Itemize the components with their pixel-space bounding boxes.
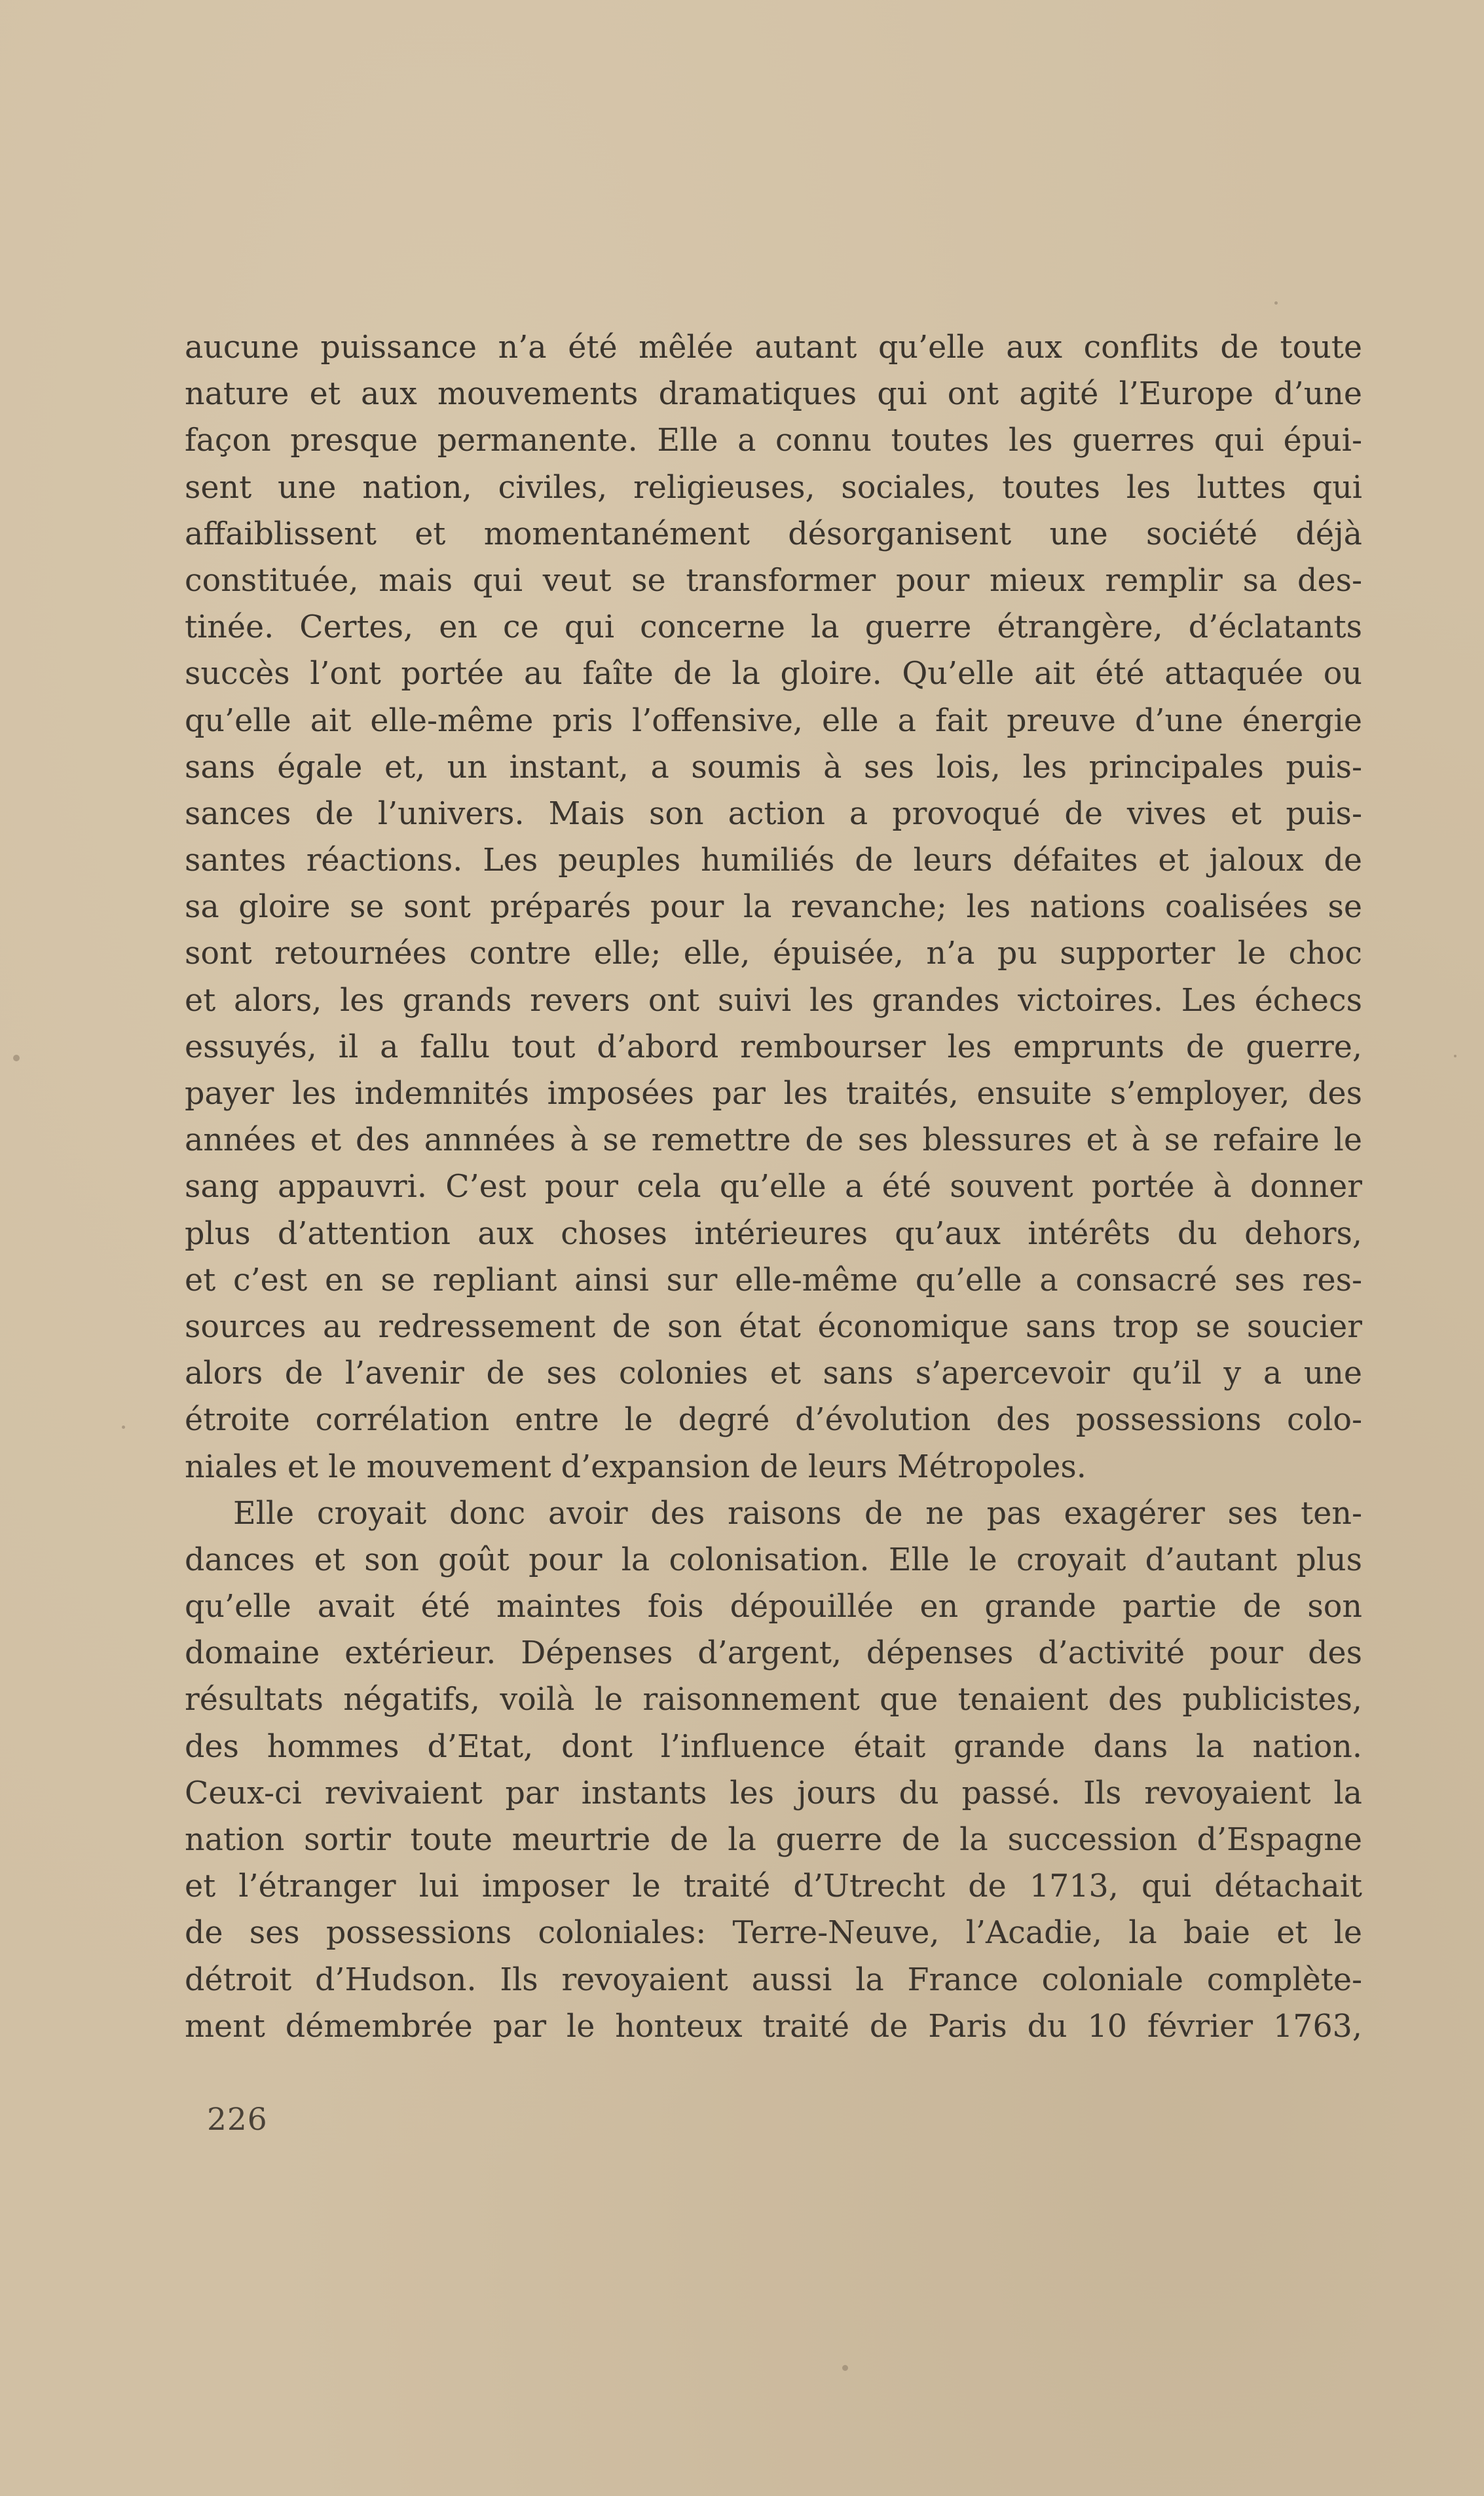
text-line: santes réactions. Les peuples humiliés de leurs défaites et jaloux de	[185, 842, 1362, 879]
text-line: alors de l’avenir de ses colonies et sans s’apercevoir qu’il y a une	[185, 1355, 1362, 1392]
text-line: sont retournées contre elle; elle, épuisée, n’a pu supporter le choc	[185, 936, 1362, 972]
text-line: qu’elle ait elle-même pris l’offensive, elle a fait preuve d’une énergie	[185, 702, 1362, 739]
text-line: et alors, les grands revers ont suivi les grandes victoires. Les échecs	[185, 982, 1362, 1019]
text-line: affaiblissent et momentanément désorganisent une société déjà	[185, 516, 1362, 552]
text-line: détroit d’Hudson. Ils revoyaient aussi la France coloniale complète-	[185, 1961, 1362, 1998]
text-line: essuyés, il a fallu tout d’abord rembourser les emprunts de guerre,	[185, 1029, 1362, 1065]
page-number: 226	[207, 2102, 268, 2138]
paper-speck	[1274, 301, 1278, 305]
text-line: sent une nation, civiles, religieuses, sociales, toutes les luttes qui	[185, 469, 1362, 506]
text-line: nature et aux mouvements dramatiques qui ont agité l’Europe d’une	[185, 376, 1362, 413]
text-line: ment démembrée par le honteux traité de Paris du 10 février 1763,	[185, 2008, 1362, 2045]
text-line: façon presque permanente. Elle a connu toutes les guerres qui épui-	[185, 423, 1362, 459]
text-line: dances et son goût pour la colonisation. Elle le croyait d’autant plus	[185, 1541, 1362, 1578]
text-line: de ses possessions coloniales: Terre-Neuve, l’Acadie, la baie et le	[185, 1915, 1362, 1952]
text-line: et c’est en se repliant ainsi sur elle-même qu’elle a consacré ses res-	[185, 1262, 1362, 1298]
text-line: aucune puissance n’a été mêlée autant qu’elle aux conflits de toute	[185, 330, 1362, 366]
text-line: succès l’ont portée au faîte de la gloire. Qu’elle ait été attaquée ou	[185, 656, 1362, 692]
text-line: sa gloire se sont préparés pour la revanche; les nations coalisées se	[185, 889, 1362, 926]
text-line: qu’elle avait été maintes fois dépouillée en grande partie de son	[185, 1589, 1362, 1625]
text-line: tinée. Certes, en ce qui concerne la guerre étrangère, d’éclatants	[185, 609, 1362, 646]
text-line: nation sortir toute meurtrie de la guerre de la succession d’Espagne	[185, 1822, 1362, 1858]
text-line: sources au redressement de son état économique sans trop se soucier	[185, 1308, 1362, 1345]
text-line: résultats négatifs, voilà le raisonnement que tenaient des publicistes,	[185, 1682, 1362, 1718]
text-line: domaine extérieur. Dépenses d’argent, dépenses d’activité pour des	[185, 1635, 1362, 1672]
text-line: Elle croyait donc avoir des raisons de ne pas exagérer ses ten-	[233, 1495, 1362, 1532]
text-line: étroite corrélation entre le degré d’évolution des possessions colo-	[185, 1402, 1362, 1439]
paper-speck	[122, 1426, 125, 1429]
text-line: sances de l’univers. Mais son action a provoqué de vives et puis-	[185, 795, 1362, 832]
page-text	[185, 324, 1362, 2050]
text-line: sang appauvri. C’est pour cela qu’elle a été souvent portée à donner	[185, 1169, 1362, 1205]
text-line: et l’étranger lui imposer le traité d’Utrecht de 1713, qui détachait	[185, 1868, 1362, 1905]
text-line: sans égale et, un instant, a soumis à ses lois, les principales puis-	[185, 749, 1362, 785]
text-line: niales et le mouvement d’expansion de leurs Métropoles.	[185, 1448, 1086, 1485]
text-line: payer les indemnités imposées par les traités, ensuite s’employer, des	[185, 1076, 1362, 1112]
paper-speck	[13, 1055, 20, 1061]
text-line: Ceux-ci revivaient par instants les jours du passé. Ils revoyaient la	[185, 1775, 1362, 1811]
text-line: plus d’attention aux choses intérieures qu’aux intérêts du dehors,	[185, 1215, 1362, 1252]
paper-speck	[1454, 1055, 1456, 1057]
text-line: constituée, mais qui veut se transformer pour mieux remplir sa des-	[185, 562, 1362, 599]
text-line: des hommes d’Etat, dont l’influence était grande dans la nation.	[185, 1728, 1362, 1765]
paper-speck	[842, 2365, 848, 2371]
text-line: années et des annnées à se remettre de ses blessures et à se refaire le	[185, 1122, 1362, 1159]
